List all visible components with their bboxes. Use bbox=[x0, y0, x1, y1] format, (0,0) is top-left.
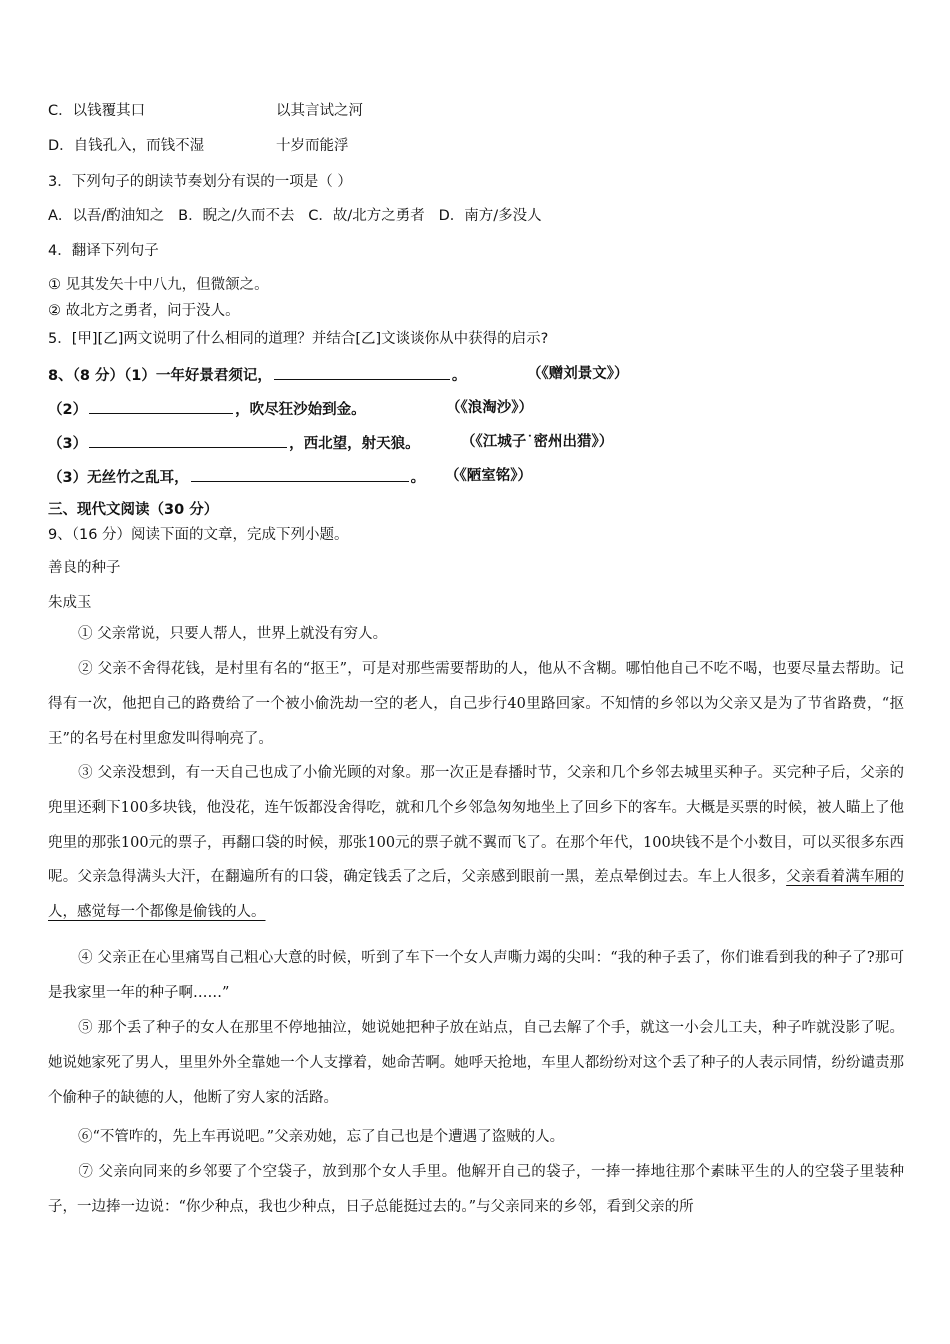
answer-blank-2[interactable] bbox=[89, 398, 233, 414]
question-4: 4．翻译下列句子 bbox=[48, 243, 159, 259]
fill-line-2 bbox=[48, 398, 366, 420]
answer-blank-4[interactable] bbox=[191, 466, 409, 482]
question-9: 9、（16 分）阅读下面的文章，完成下列小题。 bbox=[48, 527, 349, 543]
option-c-left: C．以钱覆其口 bbox=[48, 103, 146, 119]
paragraph-4-text: ④ 父亲正在心里痛骂自己粗心大意的时候，听到了车下一个女人声嘶力竭的尖叫：“我的种子丢了，你们谁看到我的种子了?那可是我家里一年的种子啊……” bbox=[48, 950, 904, 1001]
paragraph-5-text: ⑤ 那个丢了种子的女人在那里不停地抽泣，她说她把种子放在站点，自己去解了个手，就这一小会儿工夫，种子咋就没影了呢。她说她家死了男人，里里外外全靠她一个人支撑着，她命苦啊。她呼天抢地，车里人都纷纷对这个丢了种子的人表示同情，纷纷谴责那个偷种子的缺德的人，他断了穷人家的活路。 bbox=[48, 1020, 904, 1106]
fill-line-1-prefix: 8、（8 分）（1）一年好景君须记， bbox=[48, 368, 272, 384]
question-3: 3．下列句子的朗读节奏划分有误的一项是（ ） bbox=[48, 174, 352, 190]
answer-blank-1[interactable] bbox=[274, 364, 450, 380]
article-paragraph-4 bbox=[48, 941, 904, 1011]
question-3-options: A．以吾/酌油知之 B．睨之/久而不去 C．故/北方之勇者 D．南方/多没人 bbox=[48, 208, 542, 224]
paragraph-3-underlined-sentence: 父亲看着满车厢的人，感觉每一个都像是偷钱的人。 bbox=[48, 869, 904, 921]
fill-line-2-suffix: ，吹尽狂沙始到金。 bbox=[235, 402, 366, 418]
article-paragraph-5 bbox=[48, 1011, 904, 1115]
article-paragraph-7 bbox=[48, 1155, 904, 1225]
option-d-right: 十岁而能浮 bbox=[276, 138, 349, 154]
fill-line-2-prefix: （2） bbox=[48, 402, 88, 418]
article-paragraph-3 bbox=[48, 756, 904, 930]
article-paragraph-6 bbox=[48, 1120, 904, 1155]
fill-line-3-suffix: ，西北望，射天狼。 bbox=[289, 436, 420, 452]
fill-line-3-source: （《江城子˙密州出猎》） bbox=[461, 434, 614, 450]
fill-line-3-prefix: （3） bbox=[48, 436, 88, 452]
paragraph-2-text: ② 父亲不舍得花钱，是村里有名的“抠王”，可是对那些需要帮助的人，他从不含糊。哪怕他自己不吃不喝，也要尽量去帮助。记得有一次，他把自己的路费给了一个被小偷洗劫一空的老人，自己步行40里路回家。不知情的乡邻以为父亲又是为了节省路费，“抠王”的名号在村里愈发叫得响亮了。 bbox=[48, 661, 904, 747]
option-d-left: D．自钱孔入，而钱不湿 bbox=[48, 138, 205, 154]
question-4-item-1: ① 见其发矢十中八九，但微颔之。 bbox=[48, 277, 269, 293]
answer-blank-3[interactable] bbox=[89, 432, 287, 448]
article-paragraph-1 bbox=[48, 617, 904, 652]
fill-line-4 bbox=[48, 466, 425, 488]
fill-line-1-source: （《赠刘景文》） bbox=[527, 366, 629, 382]
paragraph-1-text: ① 父亲常说，只要人帮人，世界上就没有穷人。 bbox=[78, 626, 388, 642]
paragraph-7-text: ⑦ 父亲向同来的乡邻要了个空袋子，放到那个女人手里。他解开自己的袋子，一捧一捧地往那个素昧平生的人的空袋子里装种子，一边捧一边说：“你少种点，我也少种点，日子总能挺过去的。”与父亲同来的乡邻，看到父亲的所 bbox=[48, 1164, 904, 1215]
section-heading: 三、现代文阅读（30 分） bbox=[48, 502, 219, 518]
article-author: 朱成玉 bbox=[48, 595, 92, 611]
question-4-item-2: ② 故北方之勇者，问于没人。 bbox=[48, 303, 240, 319]
fill-line-4-source: （《陋室铭》） bbox=[445, 468, 532, 484]
article-paragraph-2 bbox=[48, 652, 904, 756]
fill-line-1 bbox=[48, 364, 466, 386]
question-5: 5．[甲][乙]两文说明了什么相同的道理？并结合[乙]文谈谈你从中获得的启示? bbox=[48, 331, 549, 347]
paragraph-6-text: ⑥“不管咋的，先上车再说吧。”父亲劝她，忘了自己也是个遭遇了盗贼的人。 bbox=[78, 1129, 565, 1145]
fill-line-1-suffix: 。 bbox=[451, 368, 467, 384]
article-title: 善良的种子 bbox=[48, 560, 121, 576]
fill-line-2-source: （《浪淘沙》） bbox=[446, 400, 533, 416]
fill-line-4-prefix: （3）无丝竹之乱耳， bbox=[48, 470, 189, 486]
fill-line-4-suffix: 。 bbox=[410, 470, 426, 486]
fill-line-3 bbox=[48, 432, 420, 454]
paragraph-3-text: ③ 父亲没想到，有一天自己也成了小偷光顾的对象。那一次正是春播时节，父亲和几个乡邻去城里买种子。买完种子后，父亲的兜里还剩下100多块钱，他没花，连午饭都没舍得吃，就和几个乡邻急匆匆地坐上了回乡下的客车。大概是买票的时候，被人瞄上了他兜里的那张100元的票子，再翻口袋的时候，那张100元的票子就不翼而飞了。在那个年代，100块钱不是个小数目，可以买很多东西呢。父亲急得满头大汗，在翻遍所有的口袋，确定钱丢了之后，父亲感到眼前一黑，差点晕倒过去。车上人很多， bbox=[48, 765, 904, 886]
option-c-right: 以其言试之河 bbox=[276, 103, 363, 119]
